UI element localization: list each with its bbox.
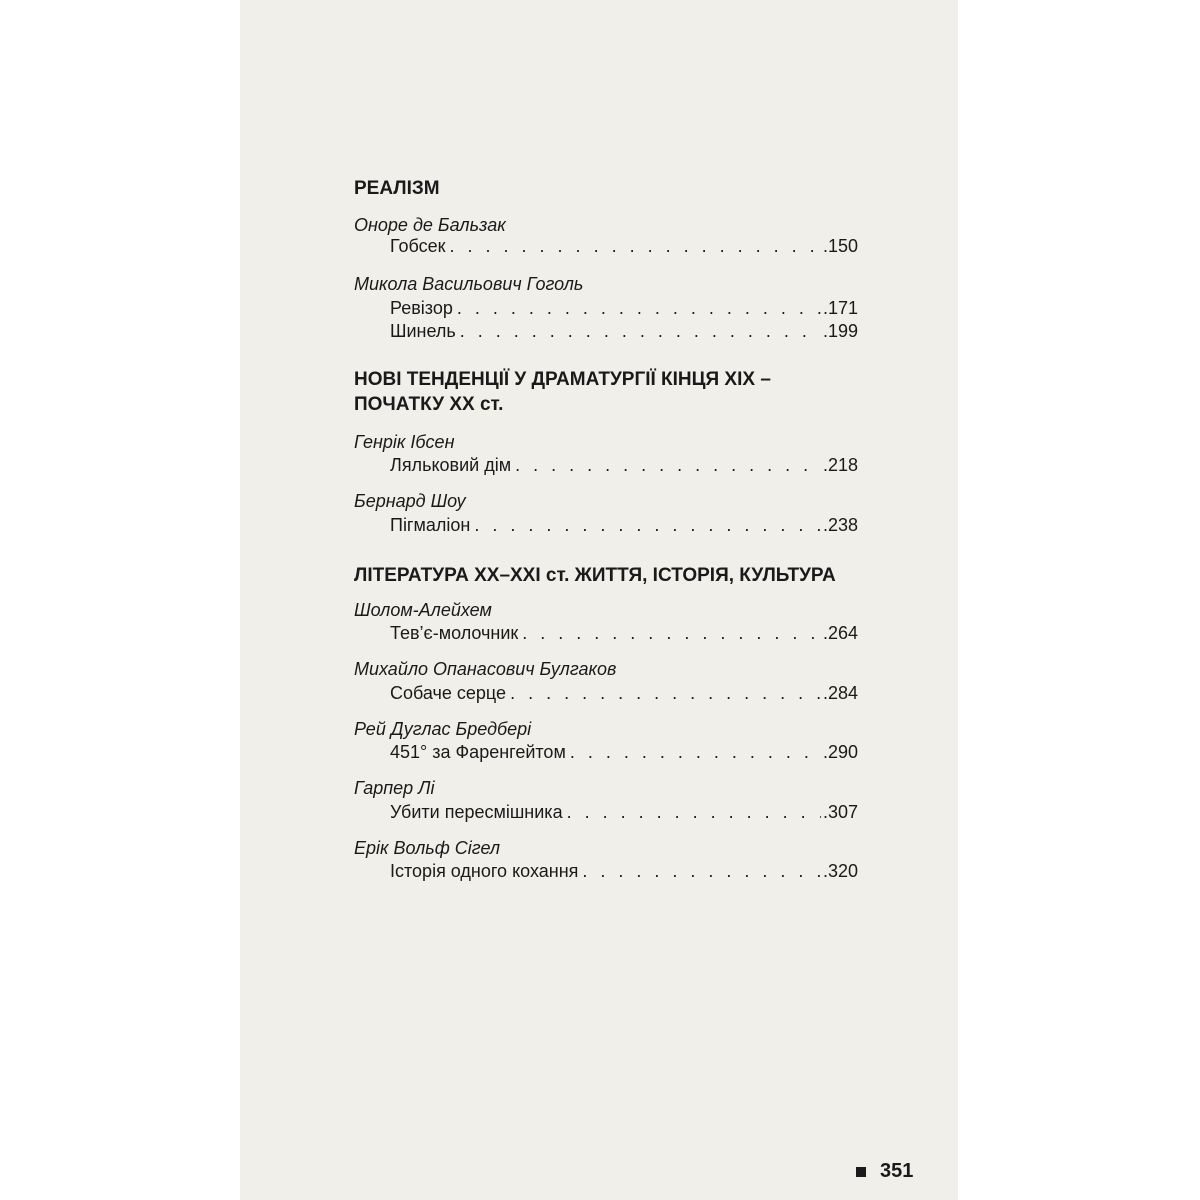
section-heading-literature: ЛІТЕРАТУРА XX–XXI ст. ЖИТТЯ, ІСТОРІЯ, КУЛЬТУРА	[354, 565, 836, 586]
page-reference: .264	[822, 623, 858, 643]
dot-leader	[522, 623, 821, 644]
page-reference: .320	[822, 861, 858, 881]
page-reference: .307	[822, 802, 858, 822]
work-title: Ревізор	[390, 298, 453, 318]
page-reference: .290	[822, 742, 858, 762]
toc-entry	[390, 298, 858, 319]
book-page	[240, 0, 958, 1200]
toc-entry	[390, 236, 858, 257]
author-name: Гарпер Лі	[354, 778, 435, 798]
work-title: 451° за Фаренгейтом	[390, 742, 566, 762]
toc-entry	[390, 861, 858, 882]
work-title: Ляльковий дім	[390, 455, 512, 475]
square-bullet-icon	[856, 1167, 866, 1177]
page-number: 351	[880, 1160, 914, 1182]
dot-leader	[474, 515, 821, 536]
dot-leader	[510, 683, 821, 704]
toc-entry	[390, 742, 858, 763]
work-title: Історія одного кохання	[390, 861, 579, 881]
work-title: Тев’є-молочник	[390, 623, 519, 643]
dot-leader	[582, 861, 821, 882]
dot-leader	[460, 321, 821, 342]
page-reference: .238	[822, 515, 858, 535]
toc-entry	[390, 321, 858, 342]
work-title: Пігмаліон	[390, 515, 471, 535]
toc-entry	[390, 802, 858, 823]
work-title: Гобсек	[390, 236, 446, 256]
page-reference: .199	[822, 321, 858, 341]
toc-entry	[390, 683, 858, 704]
author-name: Микола Васильович Гоголь	[354, 274, 584, 294]
page-footer	[856, 1160, 913, 1183]
page-reference: .284	[822, 683, 858, 703]
work-title: Шинель	[390, 321, 456, 341]
section-heading-drama-line2: ПОЧАТКУ XX ст.	[354, 394, 504, 415]
dot-leader	[515, 455, 821, 476]
section-heading-realism: РЕАЛІЗМ	[354, 178, 440, 199]
toc-entry	[390, 623, 858, 644]
author-name: Оноре де Бальзак	[354, 215, 506, 235]
author-name: Михайло Опанасович Булгаков	[354, 659, 617, 679]
author-name: Ерік Вольф Сігел	[354, 838, 501, 858]
section-heading-drama: НОВІ ТЕНДЕНЦІЇ У ДРАМАТУРГІЇ КІНЦЯ XIX –	[354, 369, 771, 390]
author-name: Рей Дуглас Бредбері	[354, 719, 532, 739]
page-reference: .218	[822, 455, 858, 475]
author-name: Шолом-Алейхем	[354, 600, 492, 620]
dot-leader	[457, 298, 821, 319]
dot-leader	[450, 236, 821, 257]
work-title: Убити пересмішника	[390, 802, 563, 822]
page-reference: .171	[822, 298, 858, 318]
dot-leader	[567, 802, 821, 823]
author-name: Бернард Шоу	[354, 491, 466, 511]
author-name: Генрік Ібсен	[354, 432, 455, 452]
page-reference: .150	[822, 236, 858, 256]
toc-entry	[390, 455, 858, 476]
toc-entry	[390, 515, 858, 536]
dot-leader	[570, 742, 821, 763]
work-title: Собаче серце	[390, 683, 507, 703]
